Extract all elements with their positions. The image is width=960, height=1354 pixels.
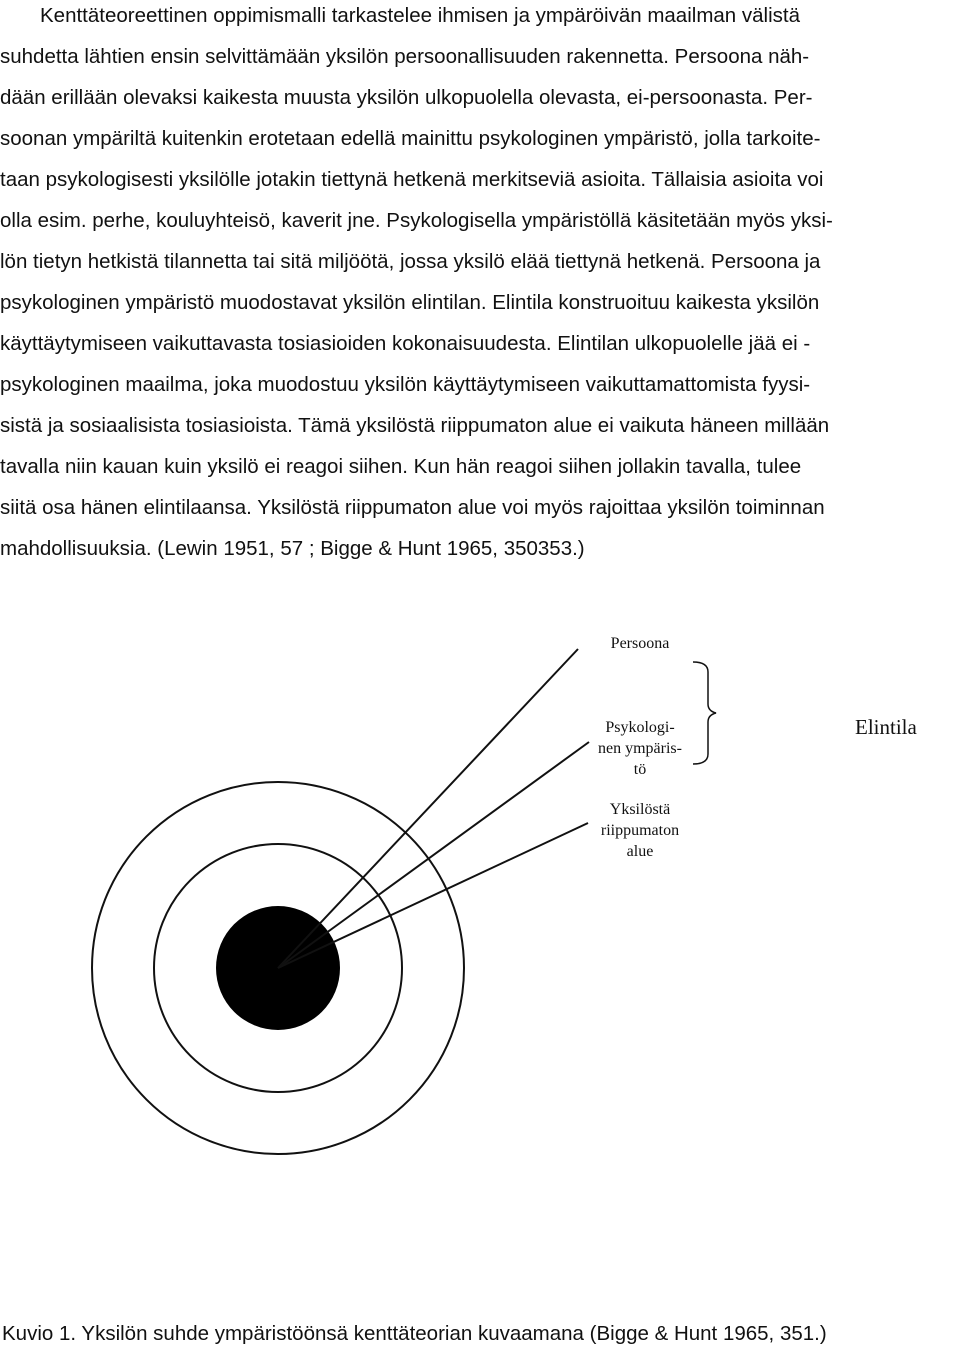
paragraph-line: dään erillään olevaksi kaikesta muusta yksilön ulkopuolella olevasta, ei-persoonasta. Per- — [0, 86, 813, 109]
label-riippumaton-line: alue — [626, 843, 654, 860]
paragraph-line: taan psykologisesti yksilölle jotakin tiettynä hetkenä merkitseviä asioita. Tällaisia asioita voi — [0, 168, 824, 191]
paragraph-line: lön tietyn hetkistä tilannetta tai sitä miljöötä, jossa yksilö elää tiettynä hetkenä. Persoona ja — [0, 250, 821, 273]
figure-caption: Kuvio 1. Yksilön suhde ympäristöönsä kenttäteorian kuvaamana (Bigge & Hunt 1965, 351.) — [2, 1322, 827, 1345]
pointer-line-riippumaton — [278, 823, 588, 968]
paragraph-line: siitä osa hänen elintilaansa. Yksilöstä riippumaton alue voi myös rajoittaa yksilön toiminnan — [0, 496, 825, 519]
label-riippumaton-line: Yksilöstä — [609, 801, 671, 818]
paragraph-line: Kenttäteoreettinen oppimismalli tarkastelee ihmisen ja ympäröivän maailman välistä — [40, 4, 801, 27]
label-psykologinen-line: Psykologi- — [605, 719, 675, 736]
paragraph-line: psykologinen maailma, joka muodostuu yksilön käyttäytymiseen vaikuttamattomista fyysi- — [0, 373, 811, 396]
pointer-line-persoona — [278, 649, 578, 968]
pointer-line-psykologinen — [278, 742, 589, 968]
paragraph-line: käyttäytymiseen vaikuttavasta tosiasioiden kokonaisuudesta. Elintilan ulkopuolelle jää ei - — [0, 332, 811, 355]
label-elintila — [855, 714, 960, 740]
paragraph-line: soonan ympäriltä kuitenkin erotetaan edellä mainittu psykologinen ympäristö, jolla tarkoite- — [0, 127, 821, 150]
label-elintila-text: Elintila — [855, 715, 917, 739]
brace-icon — [693, 662, 716, 764]
paragraph-line: sistä ja sosiaalisista tosiasioista. Tämä yksilöstä riippumaton alue ei vaikuta häneen millään — [0, 414, 830, 437]
paragraph-line: mahdollisuuksia. (Lewin 1951, 57 ; Bigge & Hunt 1965, 350353.) — [0, 537, 585, 560]
label-persoona-text: Persoona — [610, 635, 670, 652]
label-riippumaton-line: riippumaton — [600, 822, 680, 839]
label-psykologinen-line: tö — [633, 761, 647, 778]
paragraph-line: suhdetta lähtien ensin selvittämään yksilön persoonallisuuden rakennetta. Persoona näh- — [0, 45, 810, 68]
label-persoona — [590, 633, 690, 654]
paragraph-line: olla esim. perhe, kouluyhteisö, kaverit jne. Psykologisella ympäristöllä käsitetään myös yksi- — [0, 209, 833, 232]
paragraph-line: tavalla niin kauan kuin yksilö ei reagoi siihen. Kun hän reagoi siihen jollakin tavalla, tulee — [0, 455, 802, 478]
label-riippumaton-alue — [585, 799, 695, 862]
label-psykologinen-ymparisto — [585, 717, 695, 780]
label-psykologinen-line: nen ympäris- — [598, 740, 682, 757]
paragraph-line: psykologinen ympäristö muodostavat yksilön elintilan. Elintila konstruoituu kaikesta yksilön — [0, 291, 820, 314]
